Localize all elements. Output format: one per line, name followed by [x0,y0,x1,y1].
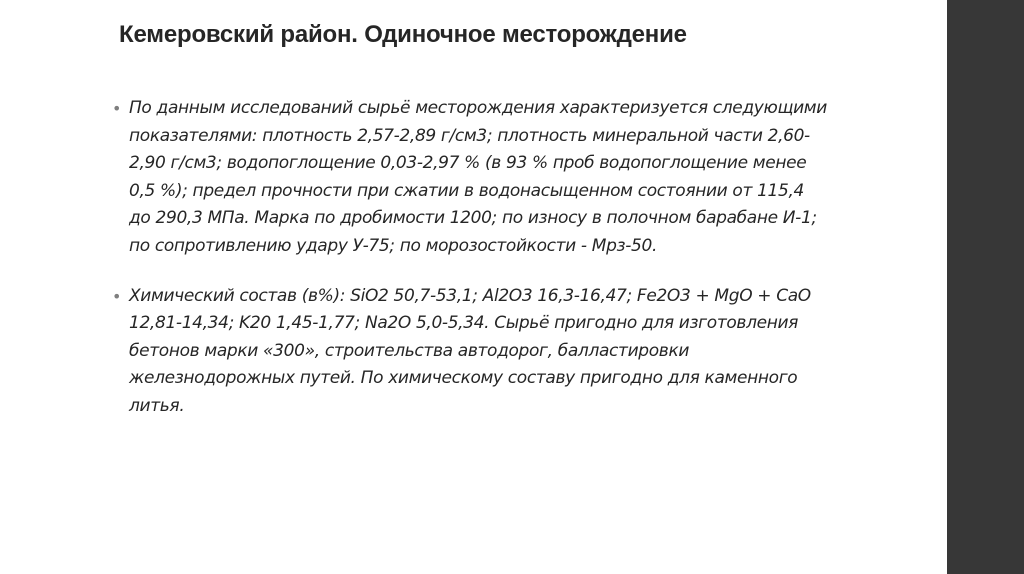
slide-title: Кемеровский район. Одиночное месторождение [119,21,687,48]
bullet-marker: • [112,99,122,118]
bullet-text: Химический состав (в%): SiO2 50,7-53,1; Al2O3 16,3-16,47; Fe2O3 + MgO + CaO 12,81-14,34; K20 1,45-1,77; Na2O 5,0-5,34. Сырьё пригодно для изготовления бетонов марки «300», строительства автодорог, балластировки железнодорожных путей. По химическому составу пригодно для каменного литья. [129,285,811,416]
bullet-marker: • [112,286,122,306]
bullet-text: По данным исследований сырьё месторождения характеризуется следующими показателями: плотность 2,57-2,89 г/см3; плотность минеральной части 2,60-2,90 г/см3; водопоглощение 0,03-2,97 % (в 93 % проб водопоглощение менее 0,5 %); предел прочности при сжатии в водонасыщенном состоянии от 115,4 до 290,3 МПа. Марка по дробимости 1200; по износу в полочном барабане И-1; по сопротивлению удару У-75; по морозостойкости - Мрз-50. [129,98,827,256]
bullet-item-chemical-composition [112,283,830,421]
bullet-item-properties [112,95,830,261]
side-bar [947,0,1024,574]
bullet-list [112,95,830,421]
